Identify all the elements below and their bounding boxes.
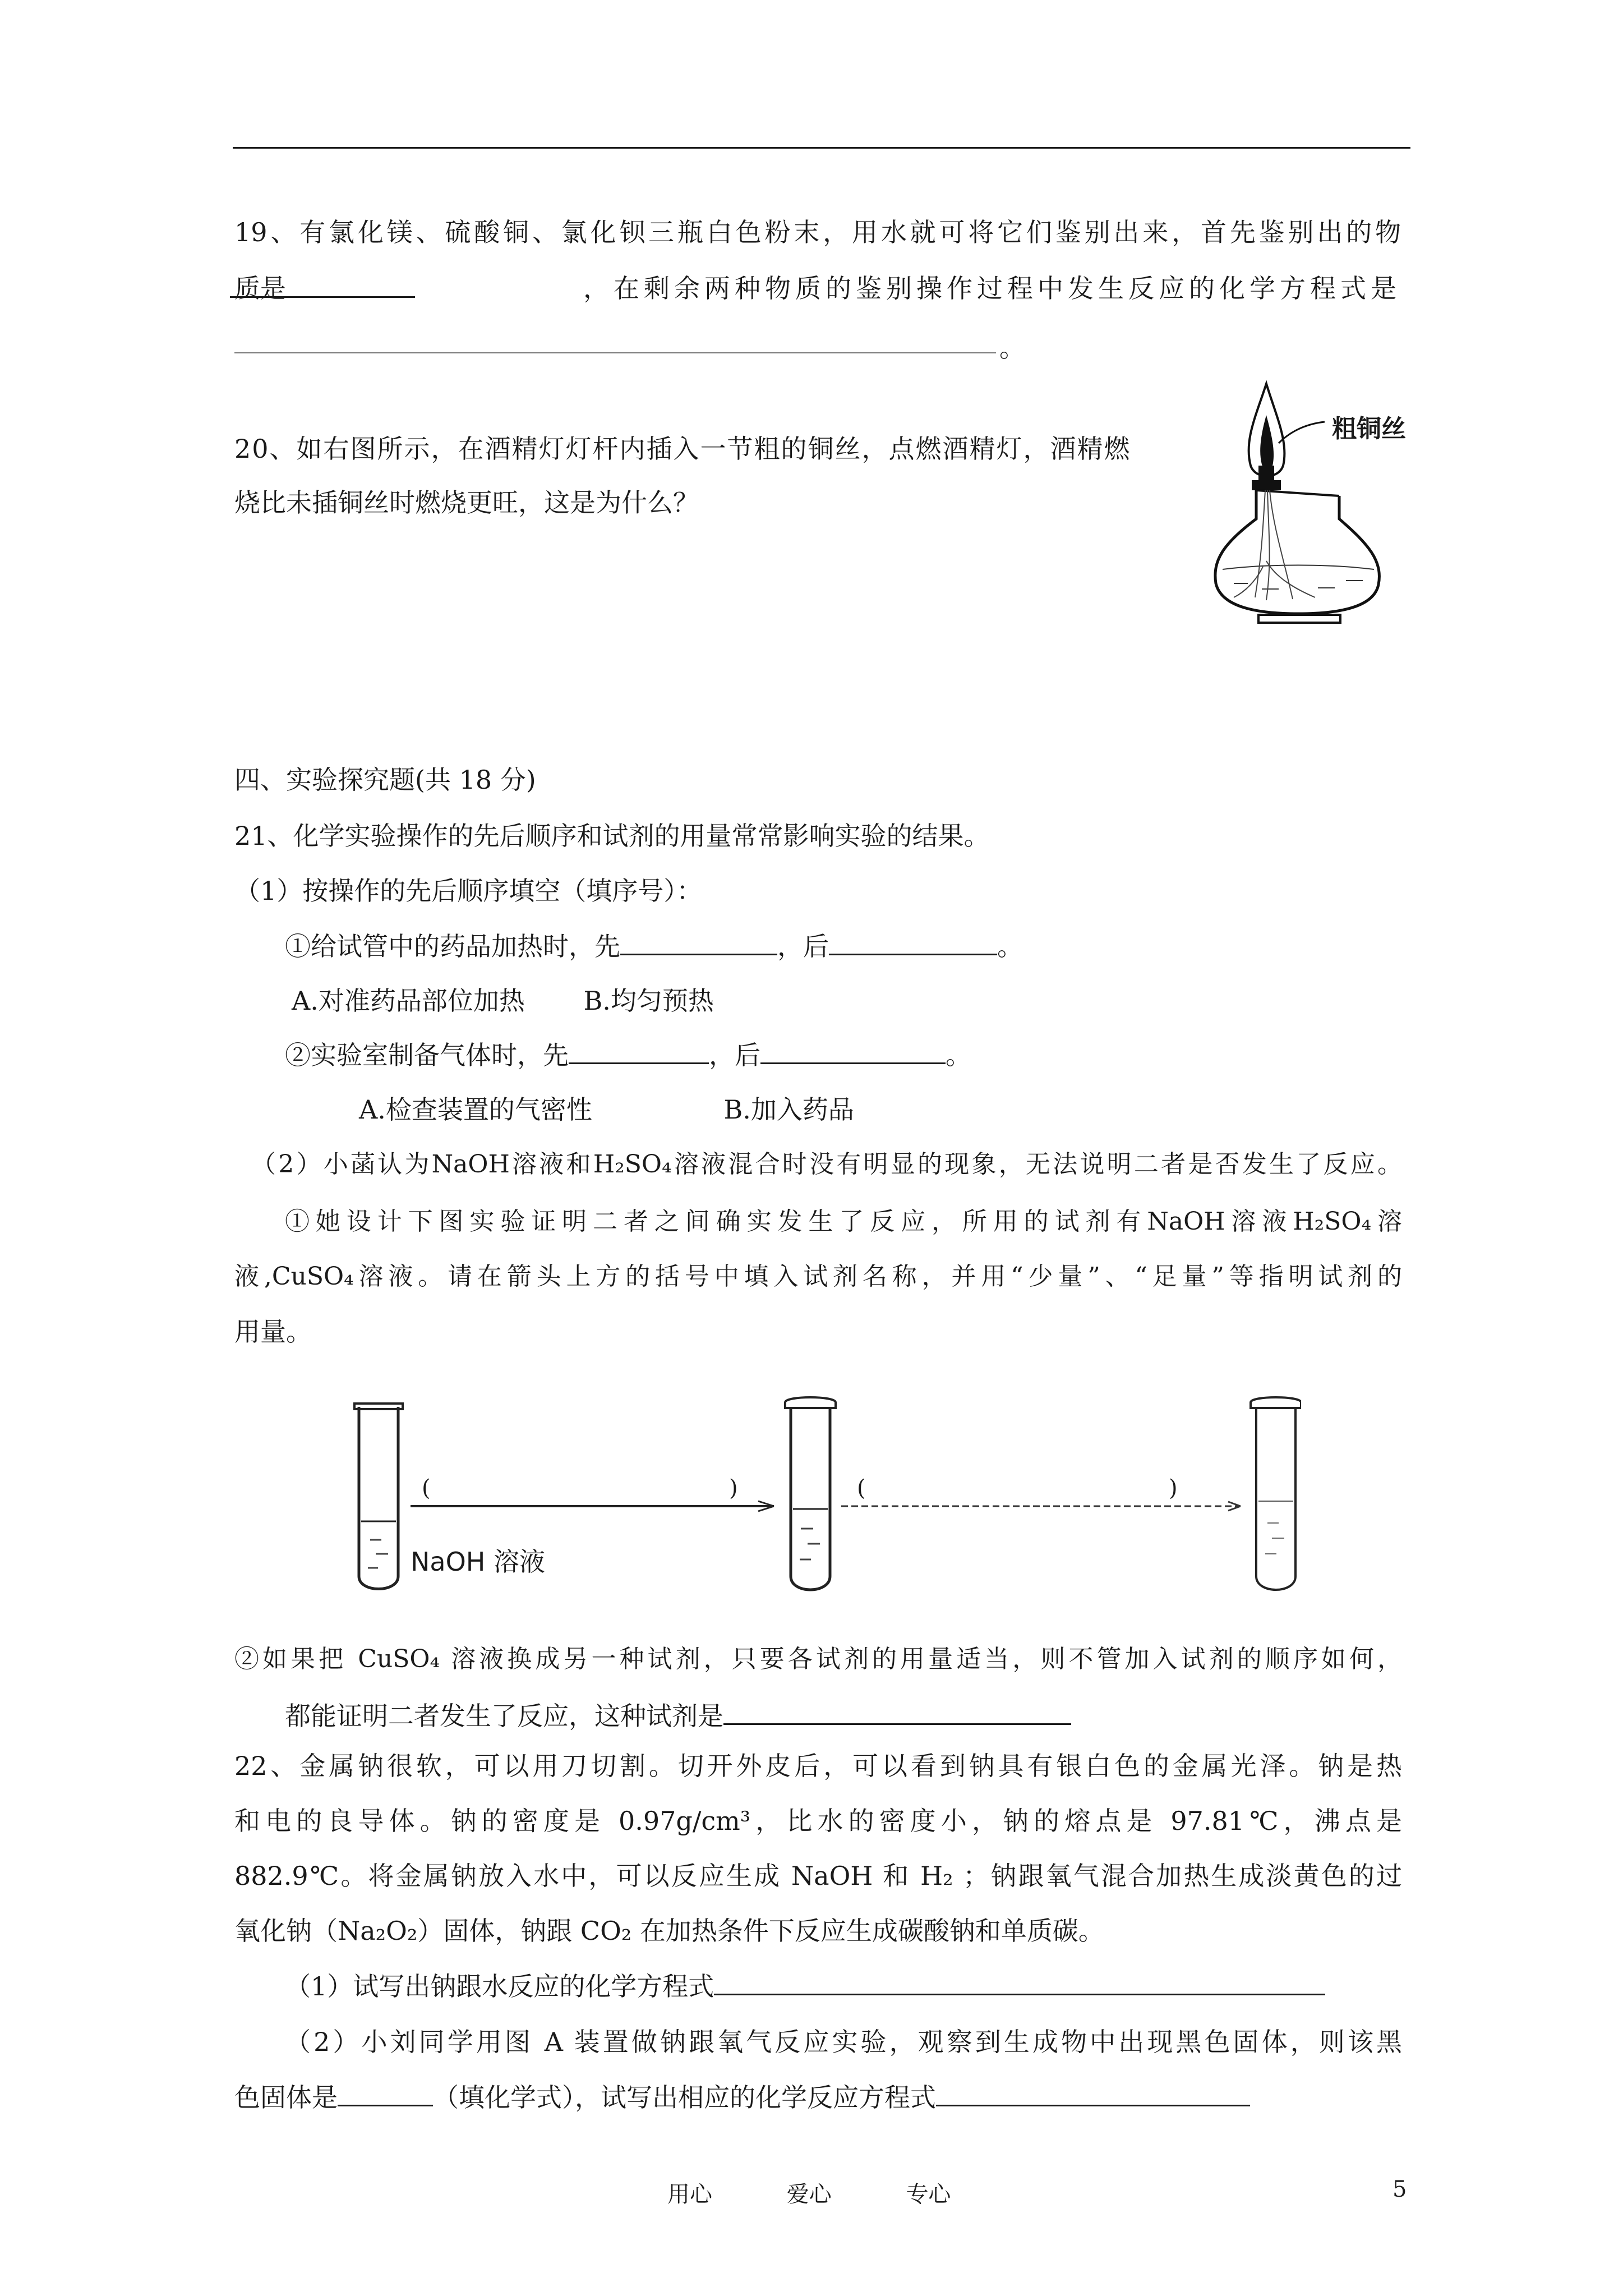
q21-part2-line: （2）小菡认为NaOH溶液和H₂SO₄溶液混合时没有明显的现象，无法说明二者是否发生了反应。 [251, 1150, 1402, 1179]
q21-item2 [285, 1038, 971, 1072]
q22-line4: 氧化钠（Na₂O₂）固体，钠跟 CO₂ 在加热条件下反应生成碳酸钠和单质碳。 [234, 1916, 1104, 1946]
q19-answer-blank-1[interactable] [230, 272, 415, 298]
q21-item1-options [292, 984, 714, 1018]
test-tube-1 [354, 1404, 403, 1589]
paren-open-1: ( [422, 1475, 431, 1501]
q22-part2-formula-blank[interactable] [338, 2080, 433, 2106]
q21-item2-blank-first[interactable] [569, 1038, 709, 1064]
paren-open-2: ( [857, 1475, 866, 1501]
paren-close-1: ) [729, 1475, 738, 1501]
q20-line1: 20、如右图所示，在酒精灯灯杆内插入一节粗的铜丝，点燃酒精灯，酒精燃 [234, 434, 1131, 464]
q21-item2-blank-second[interactable] [760, 1038, 946, 1064]
q21-item2-options [359, 1093, 854, 1126]
q21-part1: （1）按操作的先后顺序填空（填序号）： [234, 876, 703, 906]
q21-item2-mid: ，后 [709, 1040, 760, 1070]
q22-line3: 882.9℃。将金属钠放入水中，可以反应生成 NaOH 和 H₂ ；钠跟氧气混合加热生成淡黄色的过 [234, 1861, 1402, 1891]
q21-item1-option-b: B.均匀预热 [583, 986, 714, 1016]
test-tube-2 [785, 1397, 836, 1590]
footer-motto [667, 2177, 951, 2208]
q22-part2-line2-mid: （填化学式），试写出相应的化学反应方程式 [433, 2082, 936, 2113]
q19-answer-blank-2[interactable] [234, 352, 996, 353]
q21-item1-blank-first[interactable] [620, 929, 777, 955]
q19-line3-end: 。 [999, 333, 1025, 363]
q22-part1 [285, 1969, 1325, 2003]
q22-part1-answer-blank[interactable] [714, 1969, 1325, 1995]
q21-intro: 21、化学实验操作的先后顺序和试剂的用量常常影响实验的结果。 [234, 821, 990, 851]
q21-item1-end: 。 [997, 931, 1023, 961]
footer-text-3: 专心 [906, 2182, 951, 2207]
q22-part2-line2 [234, 2080, 1250, 2114]
q22-part1-text: （1）试写出钠跟水反应的化学方程式 [285, 1971, 714, 2001]
q21-part2-sub1-a: ①她设计下图实验证明二者之间确实发生了反应，所用的试剂有NaOH溶液H₂SO₄溶 [285, 1207, 1402, 1236]
q22-part2-line2-start: 色固体是 [234, 2082, 338, 2113]
q21-part2-sub1-b: 液,CuSO₄溶液。请在箭头上方的括号中填入试剂名称，并用“少量”、“足量”等指明试剂的 [234, 1262, 1402, 1291]
test-tube-3 [1251, 1397, 1301, 1590]
q20-line2: 烧比未插铜丝时燃烧更旺，这是为什么？ [234, 487, 699, 518]
q21-item1-mid: ，后 [777, 931, 829, 961]
footer-text-2: 爱心 [786, 2182, 832, 2207]
page-number: 5 [1393, 2177, 1407, 2202]
q21-item1-blank-second[interactable] [829, 929, 997, 955]
q21-sub2-line1: ②如果把 CuSO₄ 溶液换成另一种试剂，只要各试剂的用量适当，则不管加入试剂的顺序如何， [234, 1645, 1402, 1673]
q22-line2: 和电的良导体。钠的密度是 0.97g/cm³，比水的密度小，钠的熔点是 97.81℃，沸点是 [234, 1806, 1402, 1836]
arrow-1 [411, 1501, 774, 1511]
q21-sub2-answer-blank[interactable] [723, 1699, 1071, 1725]
arrow-2 [841, 1502, 1241, 1511]
q22-part2-equation-blank[interactable] [936, 2080, 1250, 2106]
q21-item2-end: 。 [946, 1040, 971, 1070]
q21-item1-start: ①给试管中的药品加热时，先 [285, 931, 620, 961]
lamp-label: 粗铜丝 [1332, 415, 1406, 443]
q21-item2-option-b: B.加入药品 [723, 1094, 854, 1125]
q19-line2-start: 质是 [234, 273, 286, 303]
q21-part2-sub1-c: 用量。 [234, 1317, 312, 1347]
q19-line2-end: ，在剩余两种物质的鉴别操作过程中发生反应的化学方程式是 [583, 273, 1401, 303]
q21-sub2-line2 [285, 1699, 1071, 1733]
q21-item2-start: ②实验室制备气体时，先 [285, 1040, 569, 1070]
q21-item2-option-a: A.检查装置的气密性 [359, 1094, 592, 1125]
q21-sub2-line2-text: 都能证明二者发生了反应，这种试剂是 [285, 1701, 723, 1731]
footer-text-1: 用心 [667, 2182, 712, 2207]
naoh-label: NaOH 溶液 [411, 1547, 546, 1577]
header-rule [233, 147, 1410, 149]
q22-part2-line1: （2）小刘同学用图 A 装置做钠跟氧气反应实验，观察到生成物中出现黑色固体，则该黑 [285, 2027, 1402, 2057]
q21-item1 [285, 929, 1023, 963]
q21-item1-option-a: A.对准药品部位加热 [292, 986, 525, 1016]
q19-line1: 19、有氯化镁、硫酸铜、氯化钡三瓶白色粉末，用水就可将它们鉴别出来，首先鉴别出的物 [234, 217, 1401, 247]
q22-line1: 22、金属钠很软，可以用刀切割。切开外皮后，可以看到钠具有银白色的金属光泽。钠是热 [234, 1751, 1402, 1781]
q19-line2 [234, 272, 1401, 305]
paren-close-2: ) [1169, 1475, 1178, 1501]
section4-title: 四、实验探究题(共 18 分) [234, 765, 536, 795]
